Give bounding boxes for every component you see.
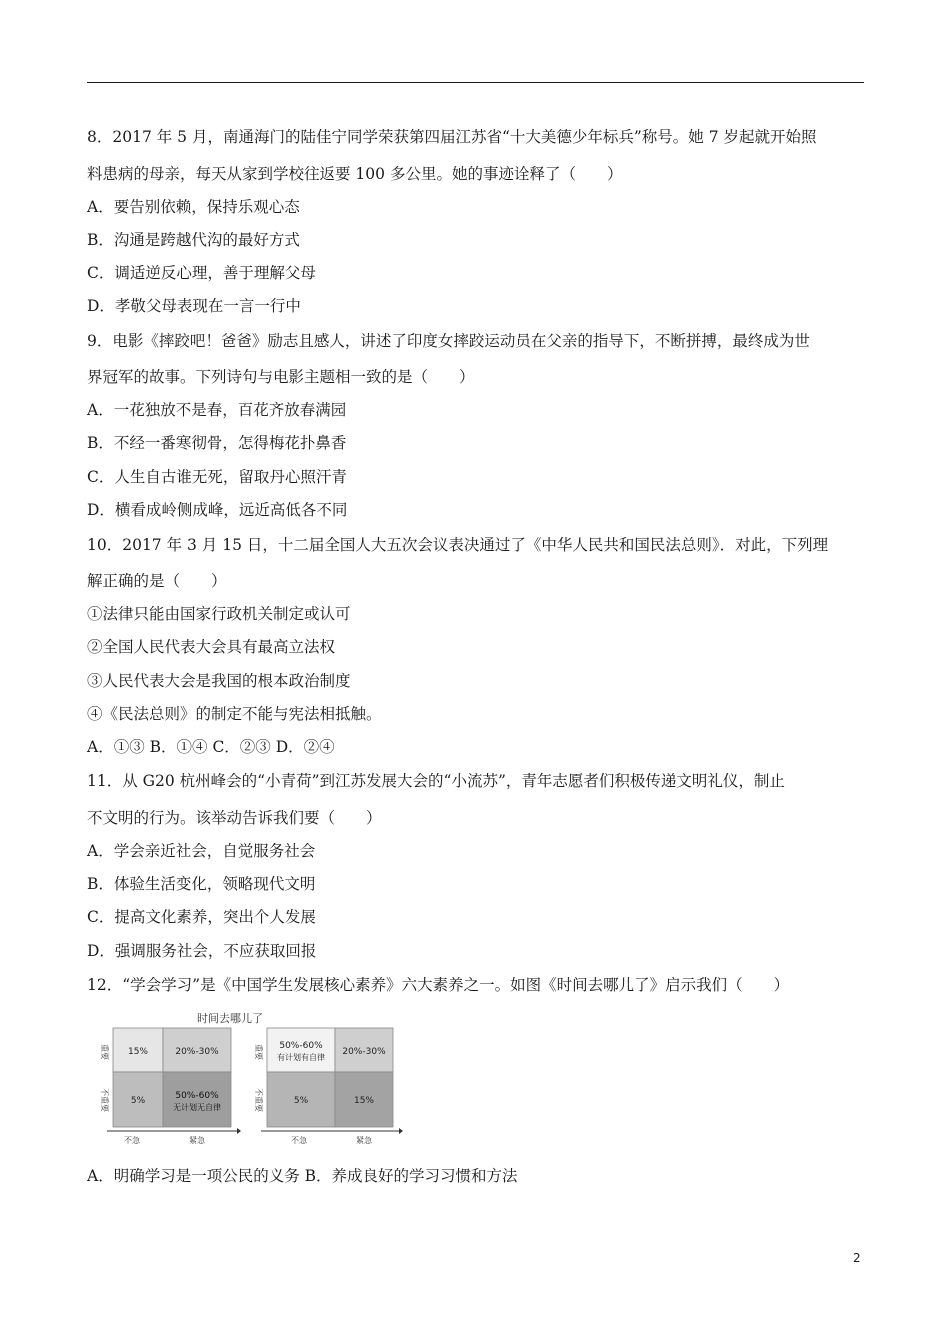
q8-option-c: C．调适逆反心理，善于理解父母 — [87, 264, 316, 282]
q10-stem-line1: 10．2017 年 3 月 15 日，十二届全国人大五次会议表决通过了《中华人民共和国民法总则》．对此，下列理 — [87, 536, 829, 554]
q11-option-d: D．强调服务社会，不应获取回报 — [87, 942, 317, 960]
page-number: 2 — [853, 1251, 861, 1265]
q10-statement-2: ②全国人民代表大会具有最高立法权 — [87, 638, 336, 656]
left-x-arrow — [237, 1128, 241, 1134]
q9-option-c: C．人生自古谁无死，留取丹心照汗青 — [87, 468, 347, 486]
q10-stem-line2: 解正确的是（ ） — [87, 572, 227, 590]
right-label-tr: 20%-30% — [342, 1047, 386, 1057]
left-label-br-2: 无计划无自律 — [173, 1103, 221, 1112]
left-x-label-left: 不急 — [124, 1136, 140, 1145]
right-quadrant — [254, 1028, 403, 1145]
q10-options: A．①③ B．①④ C．②③ D．②④ — [87, 738, 335, 756]
q8-stem-line1: 8．2017 年 5 月，南通海门的陆佳宁同学荣获第四届江苏省“十大美德少年标兵”称号。她 7 岁起就开始照 — [87, 128, 817, 146]
q10-statement-3: ③人民代表大会是我国的根本政治制度 — [87, 672, 351, 690]
q11-option-a: A．学会亲近社会，自觉服务社会 — [87, 842, 316, 860]
q8-stem-line2: 料患病的母亲，每天从家到学校往返要 100 多公里。她的事迹诠释了（ ） — [87, 165, 623, 183]
right-label-bl: 5% — [293, 1096, 309, 1106]
q8-option-d: D．孝敬父母表现在一言一行中 — [87, 297, 301, 315]
right-label-br: 15% — [353, 1096, 375, 1106]
left-label-tr: 20%-30% — [175, 1047, 219, 1057]
q11-stem-line2: 不文明的行为。该举动告诉我们要（ ） — [87, 809, 382, 827]
q8-option-a: A．要告别依赖，保持乐观心态 — [87, 198, 300, 216]
q11-stem-line1: 11．从 G20 杭州峰会的“小青荷”到江苏发展大会的“小流苏”，青年志愿者们积极传递文明礼仪，制止 — [87, 772, 785, 790]
left-x-label-right: 紧急 — [189, 1136, 205, 1145]
left-y-label-bottom: 不重要 — [100, 1088, 109, 1112]
q10-statement-4: ④《民法总则》的制定不能与宪法相抵触。 — [87, 705, 382, 723]
left-quadrant — [100, 1028, 241, 1145]
q10-statement-1: ①法律只能由国家行政机关制定或认可 — [87, 605, 351, 623]
q11-option-c: C．提高文化素养，突出个人发展 — [87, 908, 316, 926]
left-label-br-1: 50%-60% — [175, 1091, 219, 1101]
q9-option-d: D．横看成岭侧成峰，远近高低各不同 — [87, 501, 348, 519]
q12-stem: 12．“学会学习”是《中国学生发展核心素养》六大素养之一。如图《时间去哪儿了》启示我们（ ） — [87, 976, 790, 994]
right-y-label-bottom: 不重要 — [254, 1088, 263, 1112]
right-x-label-right: 紧急 — [356, 1136, 372, 1145]
time-quadrant-figure — [87, 1008, 417, 1148]
right-x-arrow — [399, 1128, 403, 1134]
q11-option-b: B．体验生活变化，领略现代文明 — [87, 875, 316, 893]
left-y-label-top: 重要 — [100, 1044, 109, 1060]
header-rule — [87, 82, 864, 83]
left-label-tl: 15% — [127, 1047, 149, 1057]
q9-option-b: B．不经一番寒彻骨，怎得梅花扑鼻香 — [87, 434, 347, 452]
q8-option-b: B．沟通是跨越代沟的最好方式 — [87, 231, 300, 249]
right-y-label-top: 重要 — [254, 1044, 263, 1060]
q12-options: A．明确学习是一项公民的义务 B．养成良好的学习习惯和方法 — [87, 1167, 518, 1185]
q9-stem-line1: 9．电影《摔跤吧！爸爸》励志且感人，讲述了印度女摔跤运动员在父亲的指导下，不断拼搏，最终成为世 — [87, 332, 810, 350]
q9-stem-line2: 界冠军的故事。下列诗句与电影主题相一致的是（ ） — [87, 368, 475, 386]
right-x-label-left: 不急 — [291, 1136, 307, 1145]
q9-option-a: A．一花独放不是春，百花齐放春满园 — [87, 401, 347, 419]
figure-svg — [87, 1008, 417, 1148]
right-label-tl-1: 50%-60% — [279, 1041, 323, 1051]
figure-title: 时间去哪儿了 — [197, 1012, 263, 1025]
right-label-tl-2: 有计划有自律 — [277, 1053, 325, 1062]
left-label-bl: 5% — [130, 1096, 146, 1106]
